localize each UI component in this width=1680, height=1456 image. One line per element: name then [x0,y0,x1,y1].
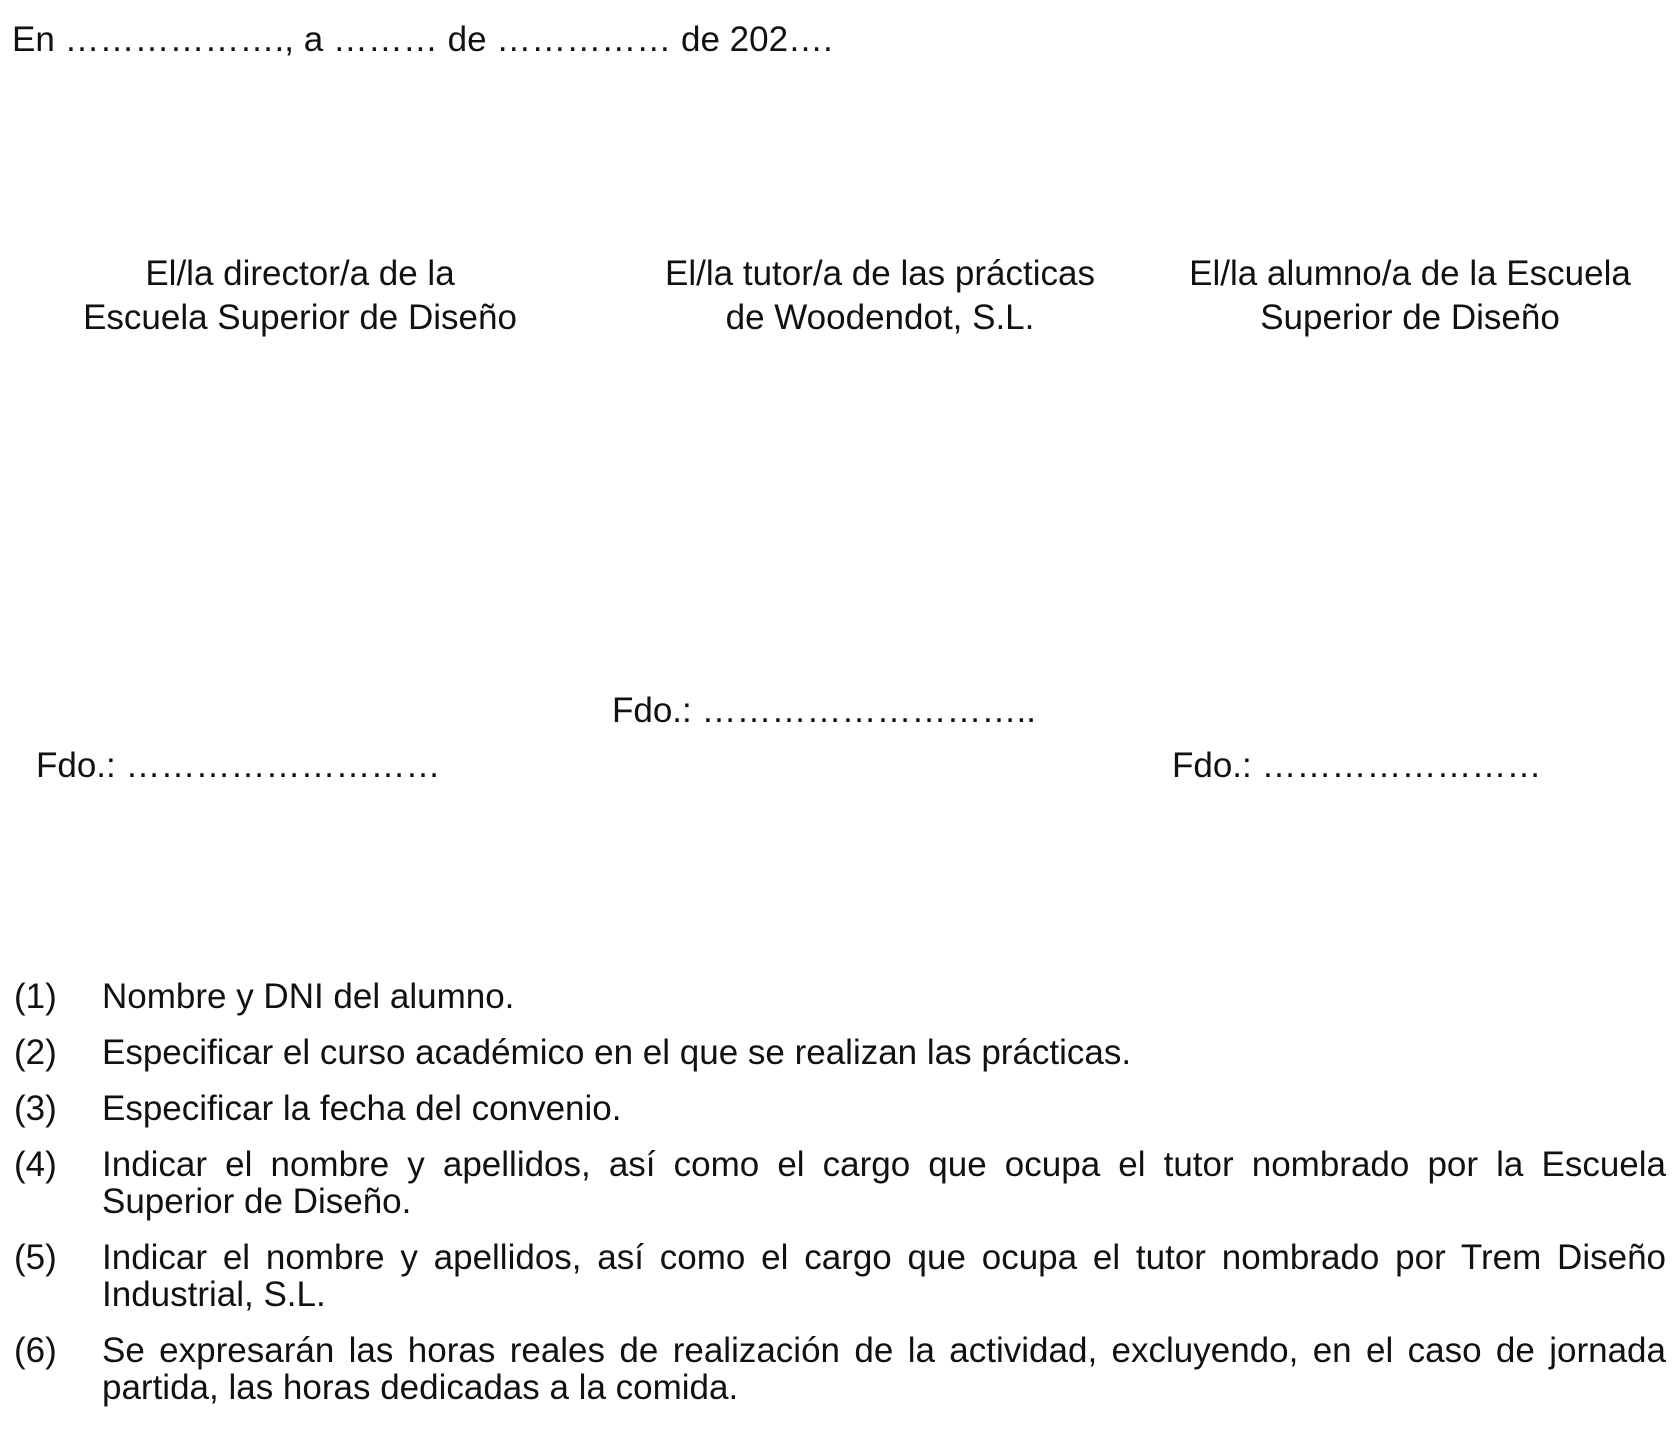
footnote-item [14,1239,1666,1313]
signature-line-right: Fdo.: …………………… [1172,746,1542,785]
footnote-text: Se expresarán las horas reales de realización de la actividad, excluyendo, en el caso de jornada partida, las horas dedicadas a la comida. [102,1331,1666,1407]
footnote-item [14,1332,1666,1406]
signatory-student-line1: El/la alumno/a de la Escuela [1189,254,1631,293]
signature-line-left: Fdo.: ……………………… [36,746,441,785]
footnote-item [14,1146,1666,1220]
signature-line-center: Fdo.: ……………………….. [612,691,1036,730]
footnote-text: Indicar el nombre y apellidos, así como el cargo que ocupa el tutor nombrado por la Escuela Superior de Diseño. [102,1145,1666,1221]
footnote-text: Especificar el curso académico en el que se realizan las prácticas. [102,1033,1132,1072]
footnote-number: (2) [14,1033,57,1072]
footnotes-list [14,978,1666,1425]
signatory-student-line2: Superior de Diseño [1260,298,1560,337]
signatory-director-line1: El/la director/a de la [145,254,455,293]
footnote-text: Especificar la fecha del convenio. [102,1089,622,1128]
footnote-number: (5) [14,1238,57,1277]
signatory-tutor-line1: El/la tutor/a de las prácticas [665,254,1095,293]
footnote-number: (4) [14,1145,57,1184]
date-line: En ………………., a ……… de …………… de 202…. [12,20,833,59]
footnote-item [14,978,1666,1015]
signatory-tutor [620,252,1140,340]
footnote-item [14,1034,1666,1071]
signatory-director-line2: Escuela Superior de Diseño [83,298,517,337]
footnote-text: Indicar el nombre y apellidos, así como el cargo que ocupa el tutor nombrado por Trem Diseño Industrial, S.L. [102,1238,1666,1314]
footnote-number: (6) [14,1331,57,1370]
signatory-director [40,252,560,340]
signatory-student [1150,252,1670,340]
footnote-item [14,1090,1666,1127]
signatory-tutor-line2: de Woodendot, S.L. [725,298,1035,337]
footnote-number: (3) [14,1089,57,1128]
footnote-number: (1) [14,977,57,1016]
footnote-text: Nombre y DNI del alumno. [102,977,515,1016]
